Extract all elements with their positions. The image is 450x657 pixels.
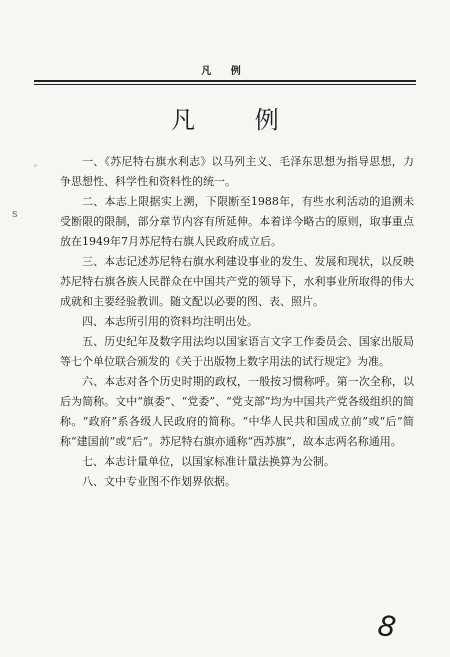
header-rule-thin	[34, 84, 416, 85]
paragraph-2: 二、本志上限据实上溯，下限断至1988年，有些水利活动的追溯未受断限的限制，部分章节内容有所延伸。本着详今略古的原则，取事重点放在1949年7月苏尼特右旗人民政府成立后。	[60, 195, 414, 248]
paragraph-4: 四、本志所引用的资料均注明出处。	[82, 315, 258, 328]
paragraph-5: 五、历史纪年及数字用法均以国家语言文字工作委员会、国家出版局等七个单位联合颁发的《关于出版物上数字用法的试行规定》为准。	[60, 335, 414, 368]
margin-mark-1: 。	[34, 159, 42, 168]
body-text	[60, 152, 414, 492]
paragraph-1: 一、《苏尼特右旗水利志》以马列主义、毛泽东思想为指导思想，力争思想性、科学性和资料性的统一。	[60, 155, 414, 188]
page-number: 8	[375, 608, 399, 645]
running-header: 凡 例	[201, 66, 249, 77]
page-title: 凡 例	[171, 106, 305, 134]
paragraph-8: 八、文中专业图不作划界依据。	[82, 475, 236, 488]
header-rule-thick	[34, 80, 416, 82]
paragraph-6: 六、本志对各个历史时期的政权，一般按习惯称呼。第一次全称，以后为简称。文中“旗委”、“党委”、“党支部”均为中国共产党各级组织的简称。“政府”系各级人民政府的简称。“中华人民共和国成立前”或“后”简称“建国前”或“后”。苏尼特右旗亦通称“西苏旗”，故本志两名称通用。	[60, 375, 414, 448]
margin-mark-2: S	[12, 210, 18, 219]
paragraph-7: 七、本志计量单位，以国家标准计量法换算为公制。	[82, 455, 335, 468]
paragraph-3: 三、本志记述苏尼特右旗水利建设事业的发生、发展和现状，以反映苏尼特右旗各族人民群众在中国共产党的领导下，水利事业所取得的伟大成就和主要经验教训。随文配以必要的图、表、照片。	[60, 255, 414, 308]
